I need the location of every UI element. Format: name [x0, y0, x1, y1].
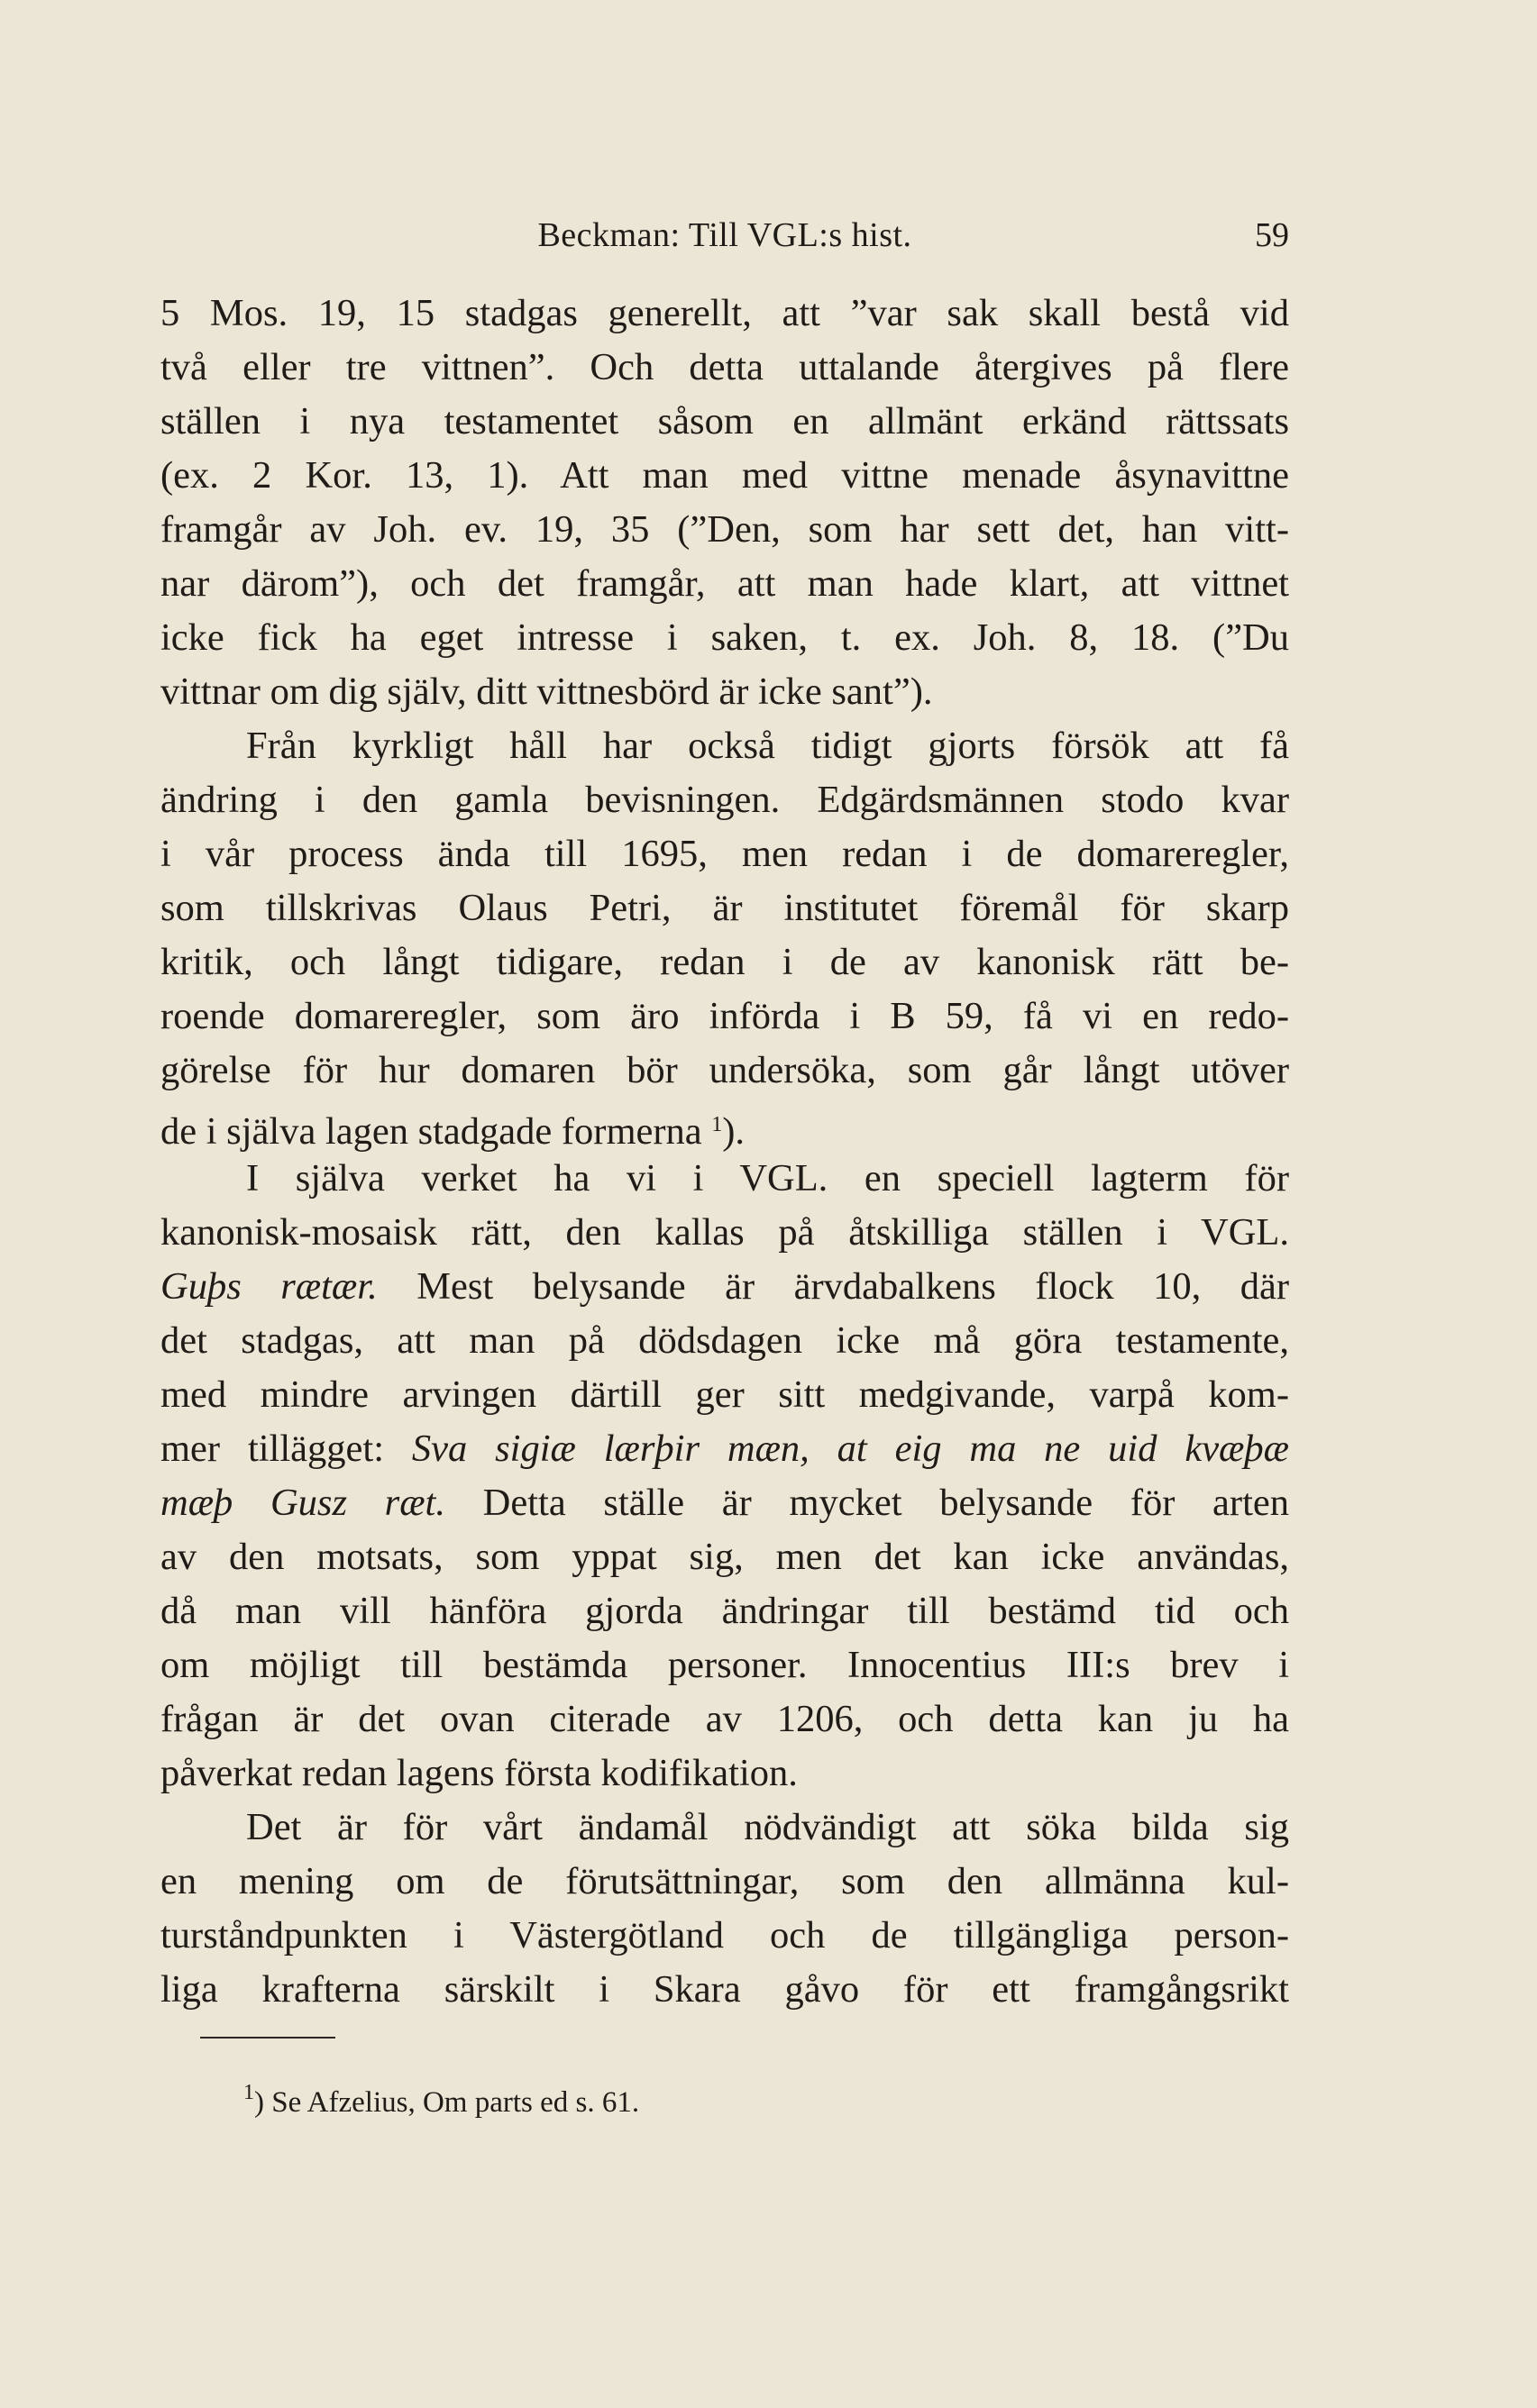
text-line: två eller tre vittnen”. Och detta uttalande återgives på flere: [160, 346, 1289, 388]
text-line-mixed: [160, 1422, 1289, 1476]
text-line: roende domareregler, som äro införda i B 59, få vi en redo-: [160, 995, 1289, 1037]
text-segment: ).: [722, 1110, 746, 1153]
italic-quote: Sva sigiæ lærþir mæn, at eig ma ne uid kvæþæ: [411, 1427, 1289, 1470]
text-line: turståndpunkten i Västergötland och de tillgängliga person-: [160, 1914, 1289, 1957]
text-line: ställen i nya testamentet såsom en allmänt erkänd rättssats: [160, 400, 1289, 442]
text-line: icke fick ha eget intresse i saken, t. ex. Joh. 8, 18. (”Du: [160, 616, 1289, 659]
text-line: Från kyrkligt håll har också tidigt gjorts försök att få: [246, 725, 1289, 767]
text-line: en mening om de förutsättningar, som den allmänna kul-: [160, 1860, 1289, 1902]
text-line: liga krafterna särskilt i Skara gåvo för ett framgångsrikt: [160, 1968, 1289, 2011]
text-segment: mer tillägget:: [160, 1427, 385, 1470]
footnote-ref: 1: [711, 1113, 723, 1136]
text-line: då man vill hänföra gjorda ändringar till bestämd tid och: [160, 1590, 1289, 1632]
text-line-mixed: [160, 1476, 1289, 1530]
text-line: ändring i den gamla bevisningen. Edgärdsmännen stodo kvar: [160, 779, 1289, 821]
text-line: (ex. 2 Kor. 13, 1). Att man med vittne menade åsynavittne: [160, 454, 1289, 497]
footnote-divider: [200, 2037, 335, 2039]
text-line: som tillskrivas Olaus Petri, är institutet föremål för skarp: [160, 887, 1289, 929]
page-number: 59: [1255, 216, 1289, 254]
text-line: vittnar om dig själv, ditt vittnesbörd är icke sant”).: [160, 670, 933, 713]
italic-term: Guþs rætær.: [160, 1265, 378, 1308]
text-line: kritik, och långt tidigare, redan i de av kanonisk rätt be-: [160, 941, 1289, 983]
body-text: [160, 287, 1289, 2017]
text-line: 5 Mos. 19, 15 stadgas generellt, att ”var sak skall bestå vid: [160, 292, 1289, 334]
footnote: [243, 2073, 639, 2122]
footnote-marker: 1: [243, 2081, 254, 2104]
text-segment: Mest belysande är ärvdabalkens flock 10, där: [416, 1265, 1290, 1308]
text-segment: de i själva lagen stadgade formerna: [160, 1110, 702, 1153]
italic-quote: mæþ Gusz ræt.: [160, 1482, 445, 1524]
text-line-mixed: [160, 1260, 1289, 1314]
text-line: det stadgas, att man på dödsdagen icke må göra testamente,: [160, 1319, 1289, 1362]
text-line: Det är för vårt ändamål nödvändigt att söka bilda sig: [246, 1806, 1289, 1848]
running-head: Beckman: Till VGL:s hist.: [537, 216, 912, 254]
text-line: i vår process ända till 1695, men redan i de domareregler,: [160, 833, 1289, 875]
text-line: påverkat redan lagens första kodifikation.: [160, 1752, 798, 1794]
text-line: I själva verket ha vi i VGL. en speciell lagterm för: [246, 1157, 1289, 1199]
footnote-text: Se Afzelius, Om parts ed s. 61.: [271, 2086, 640, 2119]
text-line: framgår av Joh. ev. 19, 35 (”Den, som har sett det, han vitt-: [160, 508, 1289, 551]
text-line-with-footnote-ref: [160, 1098, 1289, 1152]
text-line: nar därom”), och det framgår, att man hade klart, att vittnet: [160, 562, 1289, 605]
text-segment: Detta ställe är mycket belysande för arten: [482, 1482, 1289, 1524]
text-line: med mindre arvingen därtill ger sitt medgivande, varpå kom-: [160, 1373, 1289, 1416]
text-line: kanonisk-mosaisk rätt, den kallas på åtskilliga ställen i VGL.: [160, 1211, 1289, 1254]
page-header: [160, 213, 1289, 258]
text-line: frågan är det ovan citerade av 1206, och detta kan ju ha: [160, 1698, 1289, 1740]
footnote-marker-paren: ): [254, 2086, 264, 2119]
text-line: om möjligt till bestämda personer. Innocentius III:s brev i: [160, 1644, 1289, 1686]
text-line: av den motsats, som yppat sig, men det kan icke användas,: [160, 1536, 1289, 1578]
text-line: görelse för hur domaren bör undersöka, som går långt utöver: [160, 1049, 1289, 1091]
